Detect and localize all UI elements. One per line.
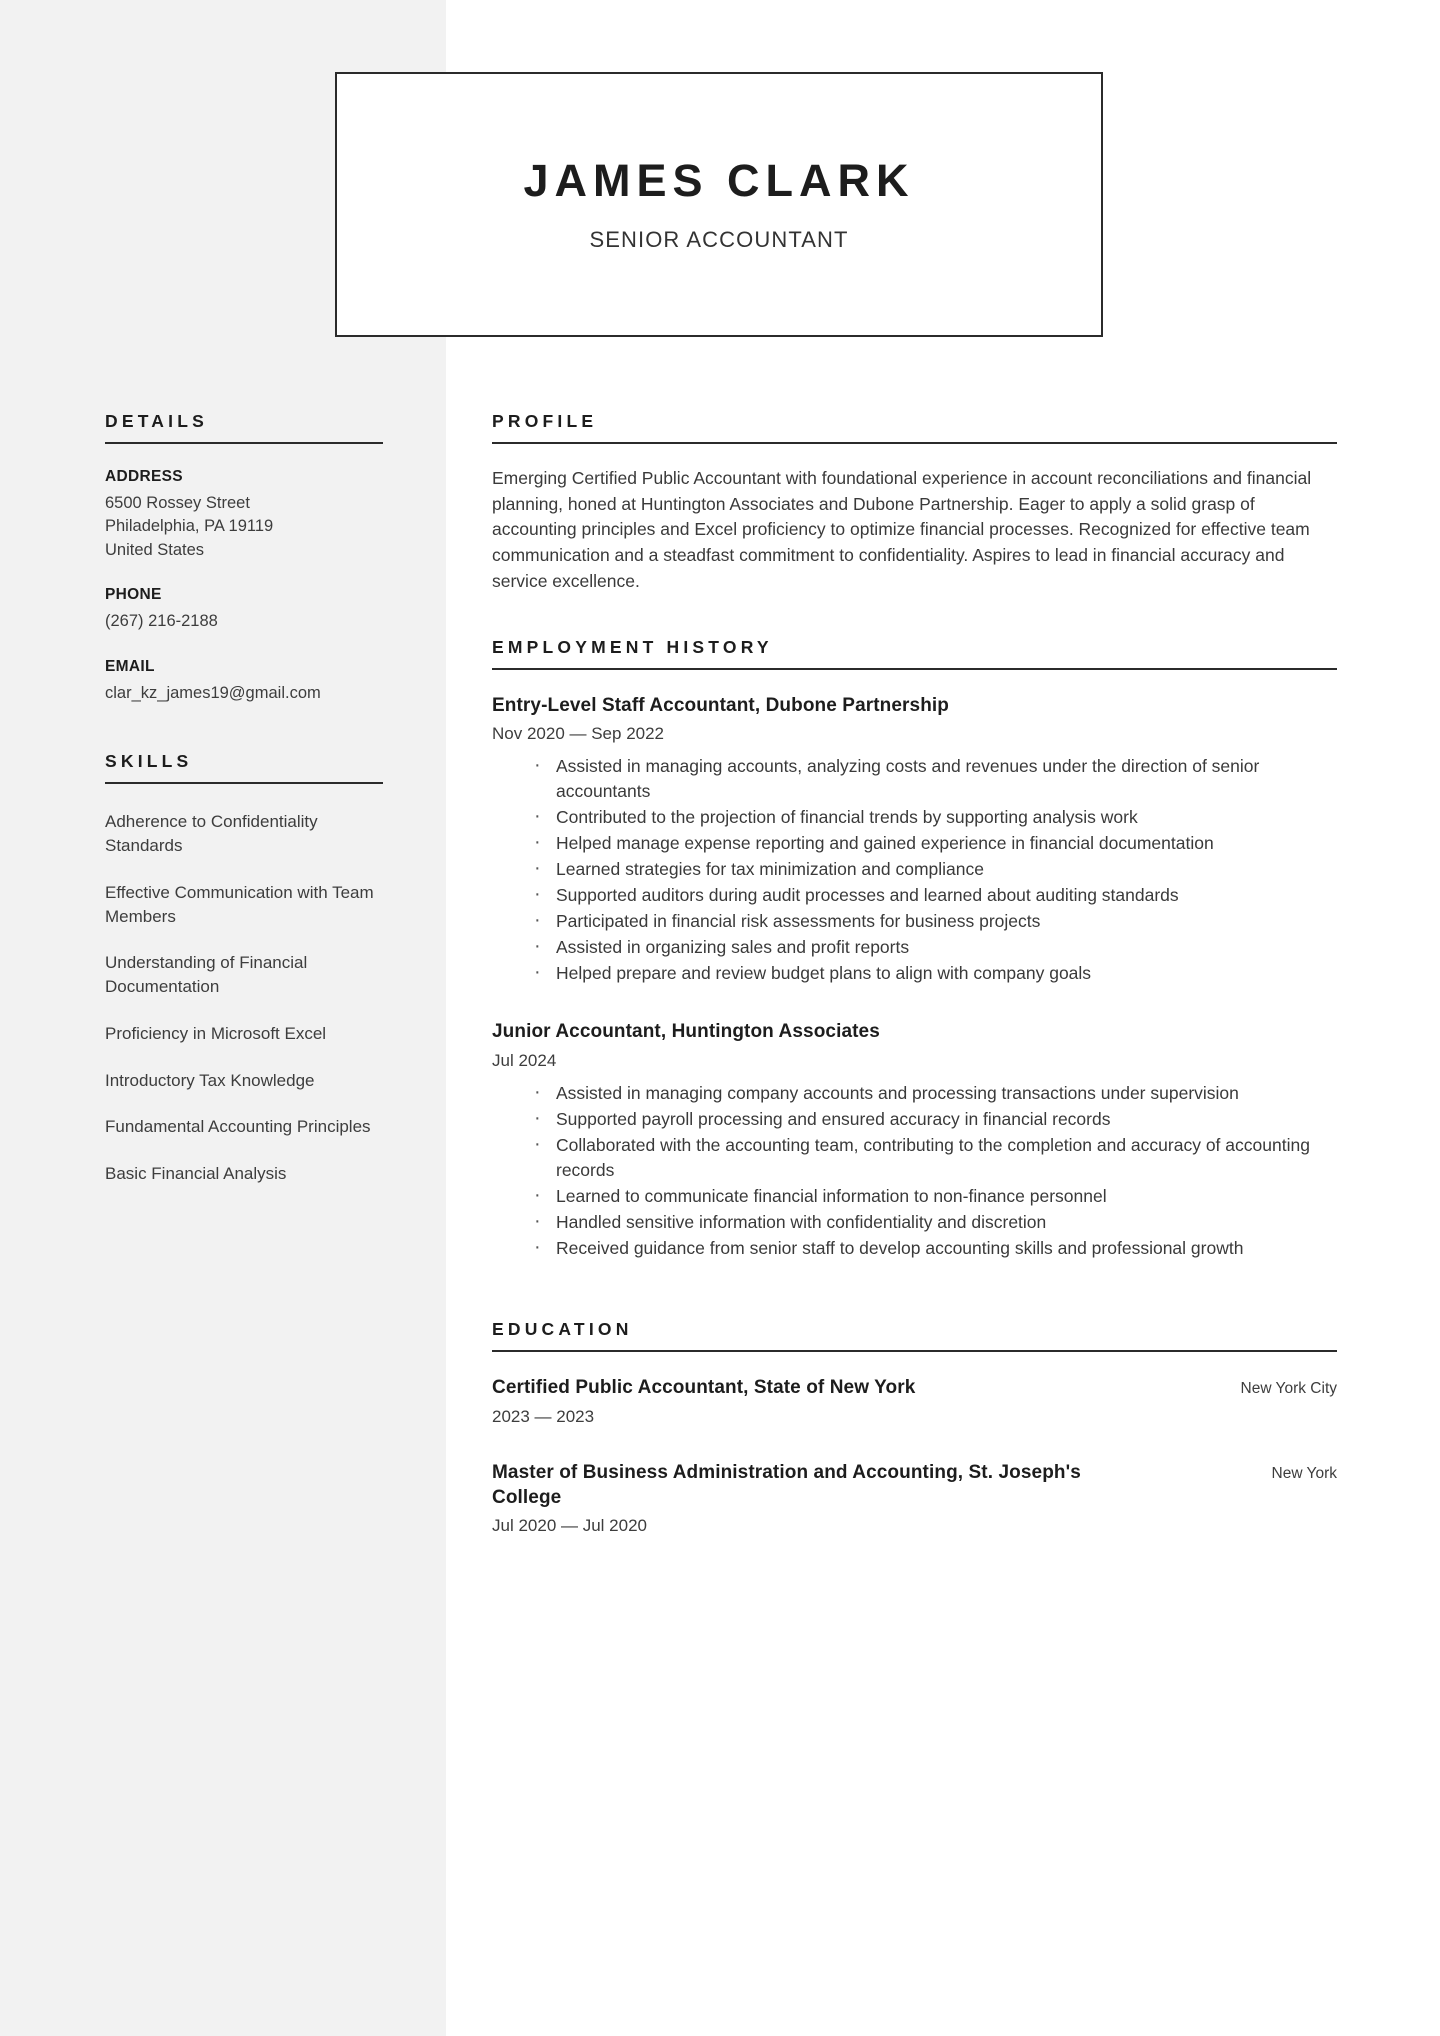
candidate-name: JAMES CLARK xyxy=(523,154,915,206)
entry-header xyxy=(492,1020,1337,1045)
education-divider xyxy=(492,1350,1337,1352)
entry-bullet: · Participated in financial risk assessments for business projects xyxy=(532,909,1337,934)
profile-divider xyxy=(492,442,1337,444)
profile-heading: PROFILE xyxy=(492,411,598,431)
detail-block xyxy=(105,468,390,562)
details-divider xyxy=(105,442,383,444)
skill-item: Understanding of Financial Documentation xyxy=(105,953,308,997)
education-entries xyxy=(492,1376,1337,1536)
skill-item: Adherence to Confidentiality Standards xyxy=(105,812,318,855)
details-section xyxy=(105,411,390,705)
entry-date-range: 2023 — 2023 xyxy=(492,1406,595,1426)
detail-block xyxy=(105,658,390,705)
skill-item: Introductory Tax Knowledge xyxy=(105,1070,315,1090)
entry-date-range: Jul 2020 — Jul 2020 xyxy=(492,1516,647,1536)
education-section xyxy=(492,1319,1337,1536)
detail-label: ADDRESS xyxy=(105,468,183,485)
skills-section xyxy=(105,751,390,1186)
detail-value: (267) 216-2188 xyxy=(105,612,218,631)
experience-entry xyxy=(492,1376,1337,1427)
detail-block xyxy=(105,586,390,633)
entry-bullet: · Supported payroll processing and ensured accuracy in financial records xyxy=(532,1107,1337,1132)
entry-bullet: · Learned strategies for tax minimization and compliance xyxy=(532,857,1337,882)
entry-bullet: · Learned to communicate financial information to non-finance personnel xyxy=(532,1184,1337,1209)
entry-date-range: Jul 2024 xyxy=(492,1051,557,1071)
entry-bullet: · Contributed to the projection of financial trends by supporting analysis work xyxy=(532,805,1337,830)
entry-bullet: · Assisted in managing company accounts and processing transactions under supervision xyxy=(532,1081,1337,1106)
entry-title: Junior Accountant, Huntington Associates xyxy=(492,1021,880,1043)
detail-label: PHONE xyxy=(105,586,162,604)
entry-header xyxy=(492,1461,1337,1510)
sidebar xyxy=(105,411,390,1186)
employment-section xyxy=(492,637,1337,1262)
skill-item: Fundamental Accounting Principles xyxy=(105,1117,371,1137)
experience-entry xyxy=(492,694,1337,987)
entry-bullet: · Assisted in organizing sales and profit reports xyxy=(532,935,1337,960)
details-blocks xyxy=(105,468,390,705)
profile-text: Emerging Certified Public Accountant with foundational experience in account reconciliations and financial planning, honed at Huntington Associates and Dubone Partnership. Eager to apply a solid grasp of accounting principles and Excel proficiency to optimize financial processes. Recognized for effective team communication and a steadfast commitment to confidentiality. Aspires to lead in financial accuracy and service excellence. xyxy=(492,468,1312,591)
entry-bullet: · Helped manage expense reporting and gained experience in financial documentation xyxy=(532,831,1337,856)
entry-bullet: · Collaborated with the accounting team, contributing to the completion and accuracy of accounting records xyxy=(532,1133,1337,1183)
main-content xyxy=(492,411,1337,1536)
detail-value: 6500 Rossey Street Philadelphia, PA 19119 United States xyxy=(105,494,274,559)
employment-heading: EMPLOYMENT HISTORY xyxy=(492,636,773,657)
name-header-box xyxy=(335,72,1103,337)
entry-title: Certified Public Accountant, State of New York xyxy=(492,1377,916,1399)
experience-entry xyxy=(492,1461,1337,1536)
skill-item: Effective Communication with Team Members xyxy=(105,882,374,926)
education-heading: EDUCATION xyxy=(492,1319,633,1340)
entry-bullet: · Handled sensitive information with confidentiality and discretion xyxy=(532,1210,1337,1235)
detail-label: EMAIL xyxy=(105,657,155,675)
skill-item: Proficiency in Microsoft Excel xyxy=(105,1023,327,1043)
entry-bullet-list xyxy=(492,1081,1337,1261)
entry-bullet: · Assisted in managing accounts, analyzing costs and revenues under the direction of senior accountants xyxy=(532,754,1337,804)
entry-location: New York City xyxy=(1240,1380,1337,1398)
candidate-job-title: SENIOR ACCOUNTANT xyxy=(589,227,849,253)
employment-divider xyxy=(492,668,1337,670)
entry-bullet: · Received guidance from senior staff to develop accounting skills and professional growth xyxy=(532,1236,1337,1261)
employment-entries xyxy=(492,694,1337,1262)
entry-header xyxy=(492,1376,1337,1401)
entry-bullet: · Helped prepare and review budget plans to align with company goals xyxy=(532,961,1337,986)
detail-value: clar_kz_james19@gmail.com xyxy=(105,683,321,702)
entry-location: New York xyxy=(1271,1464,1337,1482)
details-heading: DETAILS xyxy=(105,411,208,431)
skill-item: Basic Financial Analysis xyxy=(105,1164,287,1184)
entry-date-range: Nov 2020 — Sep 2022 xyxy=(492,724,665,744)
skills-heading: SKILLS xyxy=(105,751,193,772)
entry-bullet: · Supported auditors during audit processes and learned about auditing standards xyxy=(532,883,1337,908)
experience-entry xyxy=(492,1020,1337,1261)
profile-section xyxy=(492,411,1337,595)
skills-list xyxy=(105,810,390,1186)
skills-divider xyxy=(105,782,383,784)
entry-bullet-list xyxy=(492,754,1337,986)
entry-title: Entry-Level Staff Accountant, Dubone Partnership xyxy=(492,694,949,716)
entry-title: Master of Business Administration and Accounting, St. Joseph's College xyxy=(492,1461,1081,1508)
entry-header xyxy=(492,694,1337,719)
